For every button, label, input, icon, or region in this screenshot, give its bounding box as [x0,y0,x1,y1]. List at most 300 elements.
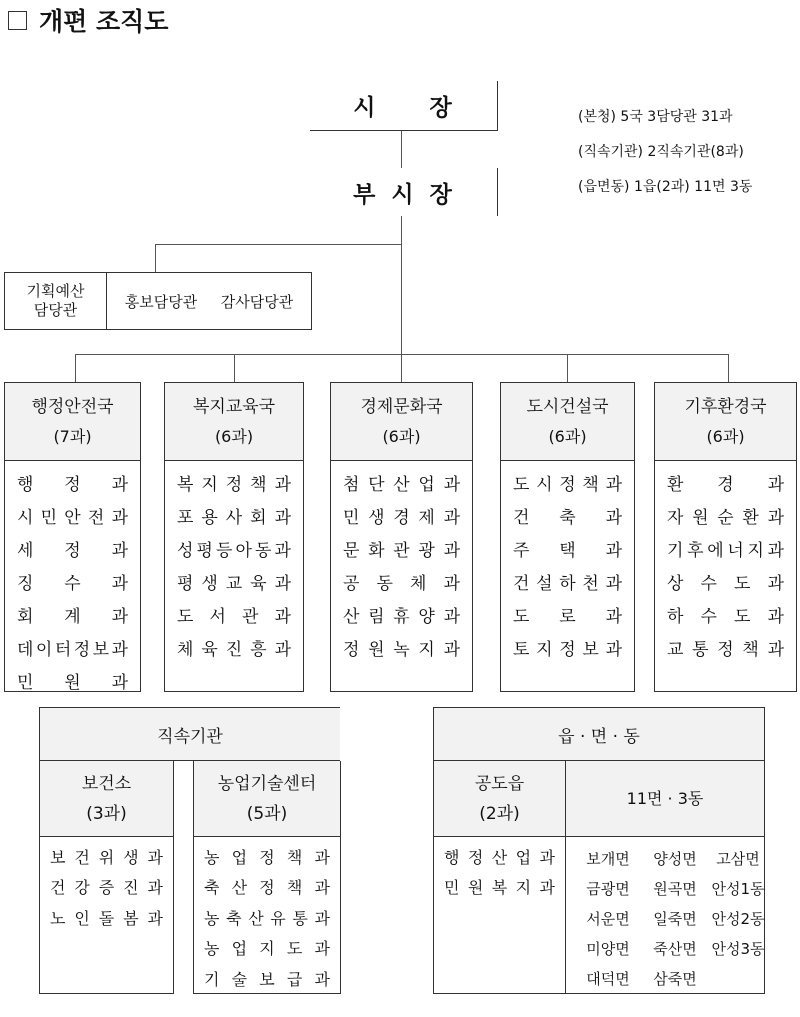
gongdo-eup [434,761,566,993]
department-char: 책 [582,475,599,495]
department-char: 수 [700,574,717,594]
department-item [177,532,291,565]
department-char: 자 [667,508,684,528]
department-char: 책 [286,847,303,867]
department-item [667,499,784,532]
department-char: 산 [248,908,264,928]
department-char: 너 [727,541,744,561]
department-item [50,841,163,872]
health-center-name: 보건소 [81,773,132,794]
department-char: 정 [259,878,275,898]
department-item [343,565,460,598]
department-char: 휴 [393,607,410,627]
vice-mayor-label-1: 부 [353,181,378,208]
town-item: 고삼면 [716,849,760,868]
department-char: 과 [767,640,784,660]
checkbox-square-icon [8,11,27,30]
town-item: 안성2동 [711,909,765,928]
eup-dept-list [434,837,565,902]
department-char: 통 [292,908,308,928]
department-char: 징 [17,574,34,594]
bureau-box [4,382,141,692]
department-item [343,466,460,499]
department-char: 정 [64,541,81,561]
department-char: 통 [692,640,709,660]
department-char: 화 [368,541,385,561]
department-char: 관 [242,607,259,627]
department-item [50,902,163,933]
department-item [444,872,555,903]
department-item [204,963,330,994]
department-char: 과 [111,574,128,594]
organization-summary [578,100,752,205]
department-char: 급 [286,969,303,989]
connector-line [155,244,401,245]
department-char: 정 [259,847,275,867]
department-char: 후 [687,541,704,561]
department-item [513,565,622,598]
myeon-dong-grid [566,837,764,993]
department-char: 위 [98,847,115,867]
bureau-dept-list [5,461,140,697]
department-char: 원 [64,673,81,693]
department-char: 과 [767,541,784,561]
summary-headquarters: (본청) 5국 3담당관 31과 [578,109,733,125]
department-char: 주 [513,541,530,561]
department-char: 과 [147,878,163,898]
town-item: 원곡면 [653,879,697,898]
department-item [667,565,784,598]
department-char: 과 [274,475,291,495]
department-item [204,872,330,903]
department-char: 봄 [123,908,139,928]
department-item [50,872,163,903]
department-char: 사 [225,508,243,528]
department-item [513,499,622,532]
eup-count: (2과) [479,803,520,824]
department-char: 과 [314,847,330,867]
department-item [17,499,128,532]
department-char: 인 [74,908,90,928]
bureau-header [501,383,634,461]
department-char: 업 [515,847,532,867]
department-char: 증 [98,878,115,898]
department-char: 정 [343,640,360,660]
department-char: 술 [231,969,248,989]
department-char: 육 [250,574,267,594]
department-char: 하 [559,574,576,594]
department-char: 서 [209,607,226,627]
bureau-count: (6과) [382,426,421,446]
department-item [667,598,784,631]
department-char: 세 [17,541,34,561]
department-item [444,841,555,872]
department-char: 회 [250,508,267,528]
department-item [343,532,460,565]
department-item [204,933,330,964]
department-item [513,631,622,664]
department-char: 업 [231,939,248,959]
bureau-name: 복지교육국 [192,396,276,417]
department-char: 건 [74,847,90,867]
department-item [177,598,291,631]
department-char: 과 [443,508,460,528]
department-char: 도 [286,939,303,959]
department-char: 녹 [393,640,410,660]
department-char: 생 [123,847,139,867]
department-char: 포 [177,508,194,528]
health-dept-list [40,837,173,933]
page-title-text: 개편 조직도 [39,7,169,36]
department-char: 과 [274,640,291,660]
department-char: 환 [667,475,684,495]
department-char: 과 [605,541,622,561]
department-char: 양 [418,607,435,627]
department-char: 지 [201,475,218,495]
department-char: 정 [467,847,484,867]
department-char: 과 [443,475,460,495]
department-char: 관 [393,541,410,561]
department-char: 안 [64,508,81,528]
department-char: 축 [226,908,242,928]
town-item: 대덕면 [586,969,630,988]
department-char: 돌 [98,908,115,928]
department-item [177,466,291,499]
department-char: 지 [515,878,532,898]
department-item [667,631,784,664]
department-char: 동 [376,574,393,594]
department-char: 생 [201,574,218,594]
department-char: 회 [17,607,34,627]
department-item [17,664,128,697]
department-char: 축 [204,878,220,898]
department-char: 순 [717,508,734,528]
department-char: 복 [177,475,194,495]
planning-budget-office [5,273,107,329]
planning-budget-label-2: 담당관 [33,301,78,319]
affiliated-panel [39,707,340,994]
connector-line [401,130,402,168]
department-item [513,466,622,499]
staff-offices [4,272,312,330]
department-char: 이 [35,640,53,660]
department-char: 과 [111,673,128,693]
department-char: 산 [231,878,248,898]
connector-line [401,216,402,356]
agri-center-count: (5과) [246,803,288,824]
bureau-dept-list [655,461,796,664]
bureau-count: (7과) [53,426,92,446]
planning-budget-label-1: 기획예산 [26,282,85,300]
department-char: 산 [491,847,508,867]
department-char: 지 [747,541,764,561]
health-center [40,761,174,994]
department-item [204,902,330,933]
department-char: 전 [87,508,105,528]
town-item: 죽산면 [653,939,697,958]
bureau-box [654,382,797,692]
department-char: 설 [536,574,553,594]
department-char: 진 [123,878,139,898]
department-char: 시 [17,508,34,528]
department-char: 농 [204,939,220,959]
department-char: 유 [270,908,286,928]
department-char: 도 [734,607,751,627]
department-char: 보 [92,640,110,660]
department-char: 택 [559,541,576,561]
department-char: 도 [734,574,751,594]
department-item [177,565,291,598]
department-char: 단 [368,475,385,495]
bureau-count: (6과) [706,426,745,446]
department-char: 기 [204,969,220,989]
bureau-box [330,382,473,692]
department-char: 터 [54,640,72,660]
department-char: 책 [742,640,759,660]
bureau-box [500,382,635,692]
department-char: 과 [767,508,784,528]
department-char: 민 [17,673,34,693]
department-char: 경 [717,475,734,495]
bureau-dept-list [165,461,303,664]
department-char: 토 [513,640,530,660]
department-char: 보 [259,969,275,989]
department-item [177,631,291,664]
department-char: 과 [443,541,460,561]
towns-panel [433,707,765,994]
department-char: 평 [177,574,194,594]
department-char: 경 [393,508,410,528]
connector-line [234,354,235,383]
connector-line [75,354,76,383]
department-char: 정 [64,475,81,495]
department-char: 환 [742,508,759,528]
department-char: 과 [767,607,784,627]
bureau-name: 도시건설국 [526,396,609,417]
public-relations-office: 홍보담당관 [124,292,198,311]
department-char: 등 [216,541,233,561]
summary-affiliated: (직속기관) 2직속기관(8과) [578,144,744,160]
town-item: 양성면 [653,849,697,868]
department-char: 과 [605,475,622,495]
department-char: 정 [559,640,576,660]
department-item [343,499,460,532]
department-char: 업 [418,475,435,495]
bureau-header [165,383,303,461]
eup-name: 공도읍 [474,773,525,794]
department-char: 과 [605,508,622,528]
department-char: 보 [50,847,66,867]
department-char: 과 [314,939,330,959]
department-char: 민 [40,508,58,528]
vice-mayor-label-2: 시 [391,181,416,208]
department-char: 원 [692,508,709,528]
department-char: 도 [513,607,530,627]
connector-line [401,354,402,383]
vice-mayor-label-3: 장 [429,181,454,208]
department-char: 과 [314,969,330,989]
department-char: 행 [444,847,460,867]
town-item: 미양면 [586,939,630,958]
department-char: 진 [225,640,243,660]
mayor-label-2: 장 [429,95,454,121]
department-item [513,598,622,631]
department-char: 지 [259,939,275,959]
connector-line [155,244,156,273]
department-char: 지 [418,640,435,660]
department-char: 노 [50,908,66,928]
department-item [17,532,128,565]
department-item [177,499,291,532]
mayor-box [310,81,498,131]
vice-mayor-box [310,168,498,216]
department-char: 과 [443,607,460,627]
department-char: 산 [343,607,360,627]
department-char: 과 [111,508,128,528]
agri-dept-list [194,837,340,994]
department-char: 과 [111,640,128,660]
department-char: 과 [111,475,128,495]
department-char: 건 [50,878,66,898]
department-char: 과 [274,574,291,594]
department-char: 농 [204,908,220,928]
department-char: 림 [368,607,385,627]
department-char: 과 [111,541,128,561]
department-char: 제 [418,508,435,528]
department-char: 과 [274,607,291,627]
department-item [667,532,784,565]
department-char: 업 [231,847,248,867]
agri-center-name: 농업기술센터 [217,773,317,794]
town-item: 보개면 [586,849,630,868]
department-char: 정 [717,640,734,660]
department-char: 과 [274,508,291,528]
department-char: 첨 [343,475,360,495]
department-char: 용 [201,508,218,528]
department-char: 천 [582,574,599,594]
department-char: 공 [343,574,360,594]
department-char: 과 [539,847,555,867]
department-char: 건 [513,508,530,528]
department-char: 과 [605,640,622,660]
bureau-count: (6과) [548,426,587,446]
department-char: 평 [196,541,213,561]
department-char: 과 [767,475,784,495]
bureau-name: 경제문화국 [360,396,443,417]
town-item: 안성1동 [711,879,765,898]
department-char: 동 [255,541,272,561]
department-char: 수 [700,607,717,627]
department-char: 과 [767,574,784,594]
department-char: 상 [667,574,684,594]
bureau-name: 행정안전국 [31,396,114,417]
department-char: 민 [343,508,360,528]
department-char: 아 [235,541,252,561]
department-char: 과 [147,847,163,867]
department-char: 정 [225,475,243,495]
connector-line [567,354,568,383]
bureau-count: (6과) [214,426,254,446]
department-char: 수 [64,574,81,594]
department-char: 도 [177,607,194,627]
connector-line [728,354,729,383]
department-char: 강 [74,878,90,898]
town-item: 금광면 [586,879,630,898]
department-char: 교 [667,640,684,660]
mayor-label-1: 시 [353,95,378,121]
bureau-box [164,382,304,692]
department-char: 교 [225,574,243,594]
department-char: 지 [536,640,553,660]
department-char: 로 [559,607,576,627]
department-char: 정 [73,640,91,660]
bureau-dept-list [331,461,472,664]
department-char: 과 [605,574,622,594]
department-item [17,466,128,499]
town-item: 서운면 [586,909,630,928]
department-char: 원 [467,878,484,898]
myeon-dong-title: 11면 · 3동 [566,761,764,837]
bureau-header [655,383,796,461]
department-char: 산 [393,475,410,495]
department-char: 과 [539,878,555,898]
myeon-dong [566,761,764,993]
bureau-name: 기후환경국 [684,396,767,417]
department-item [343,598,460,631]
department-char: 과 [314,908,330,928]
department-item [204,841,330,872]
summary-towns: (읍면동) 1읍(2과) 11면 3동 [578,179,753,195]
audit-office: 감사담당관 [220,292,294,311]
department-char: 복 [491,878,508,898]
department-char: 체 [177,640,194,660]
department-char: 과 [314,878,330,898]
affiliated-title: 직속기관 [40,708,340,761]
department-char: 책 [250,475,267,495]
department-char: 에 [707,541,724,561]
department-char: 데 [17,640,34,660]
department-char: 과 [147,908,163,928]
department-item [667,466,784,499]
department-char: 행 [17,475,34,495]
department-char: 성 [177,541,194,561]
department-char: 과 [443,574,460,594]
department-char: 계 [64,607,81,627]
department-char: 시 [536,475,553,495]
department-char: 체 [410,574,427,594]
department-item [513,532,622,565]
department-char: 광 [418,541,435,561]
department-char: 과 [605,607,622,627]
department-item [17,631,128,664]
department-char: 문 [343,541,360,561]
department-item [17,565,128,598]
department-char: 도 [513,475,530,495]
page-title [8,2,168,38]
bureau-dept-list [501,461,634,664]
department-char: 건 [513,574,530,594]
department-char: 보 [582,640,599,660]
department-char: 과 [443,640,460,660]
department-char: 육 [201,640,218,660]
department-char: 정 [559,475,576,495]
town-item: 삼죽면 [653,969,697,988]
agri-center [193,761,341,994]
department-char: 흥 [250,640,267,660]
department-item [17,598,128,631]
department-char: 생 [368,508,385,528]
department-item [343,631,460,664]
